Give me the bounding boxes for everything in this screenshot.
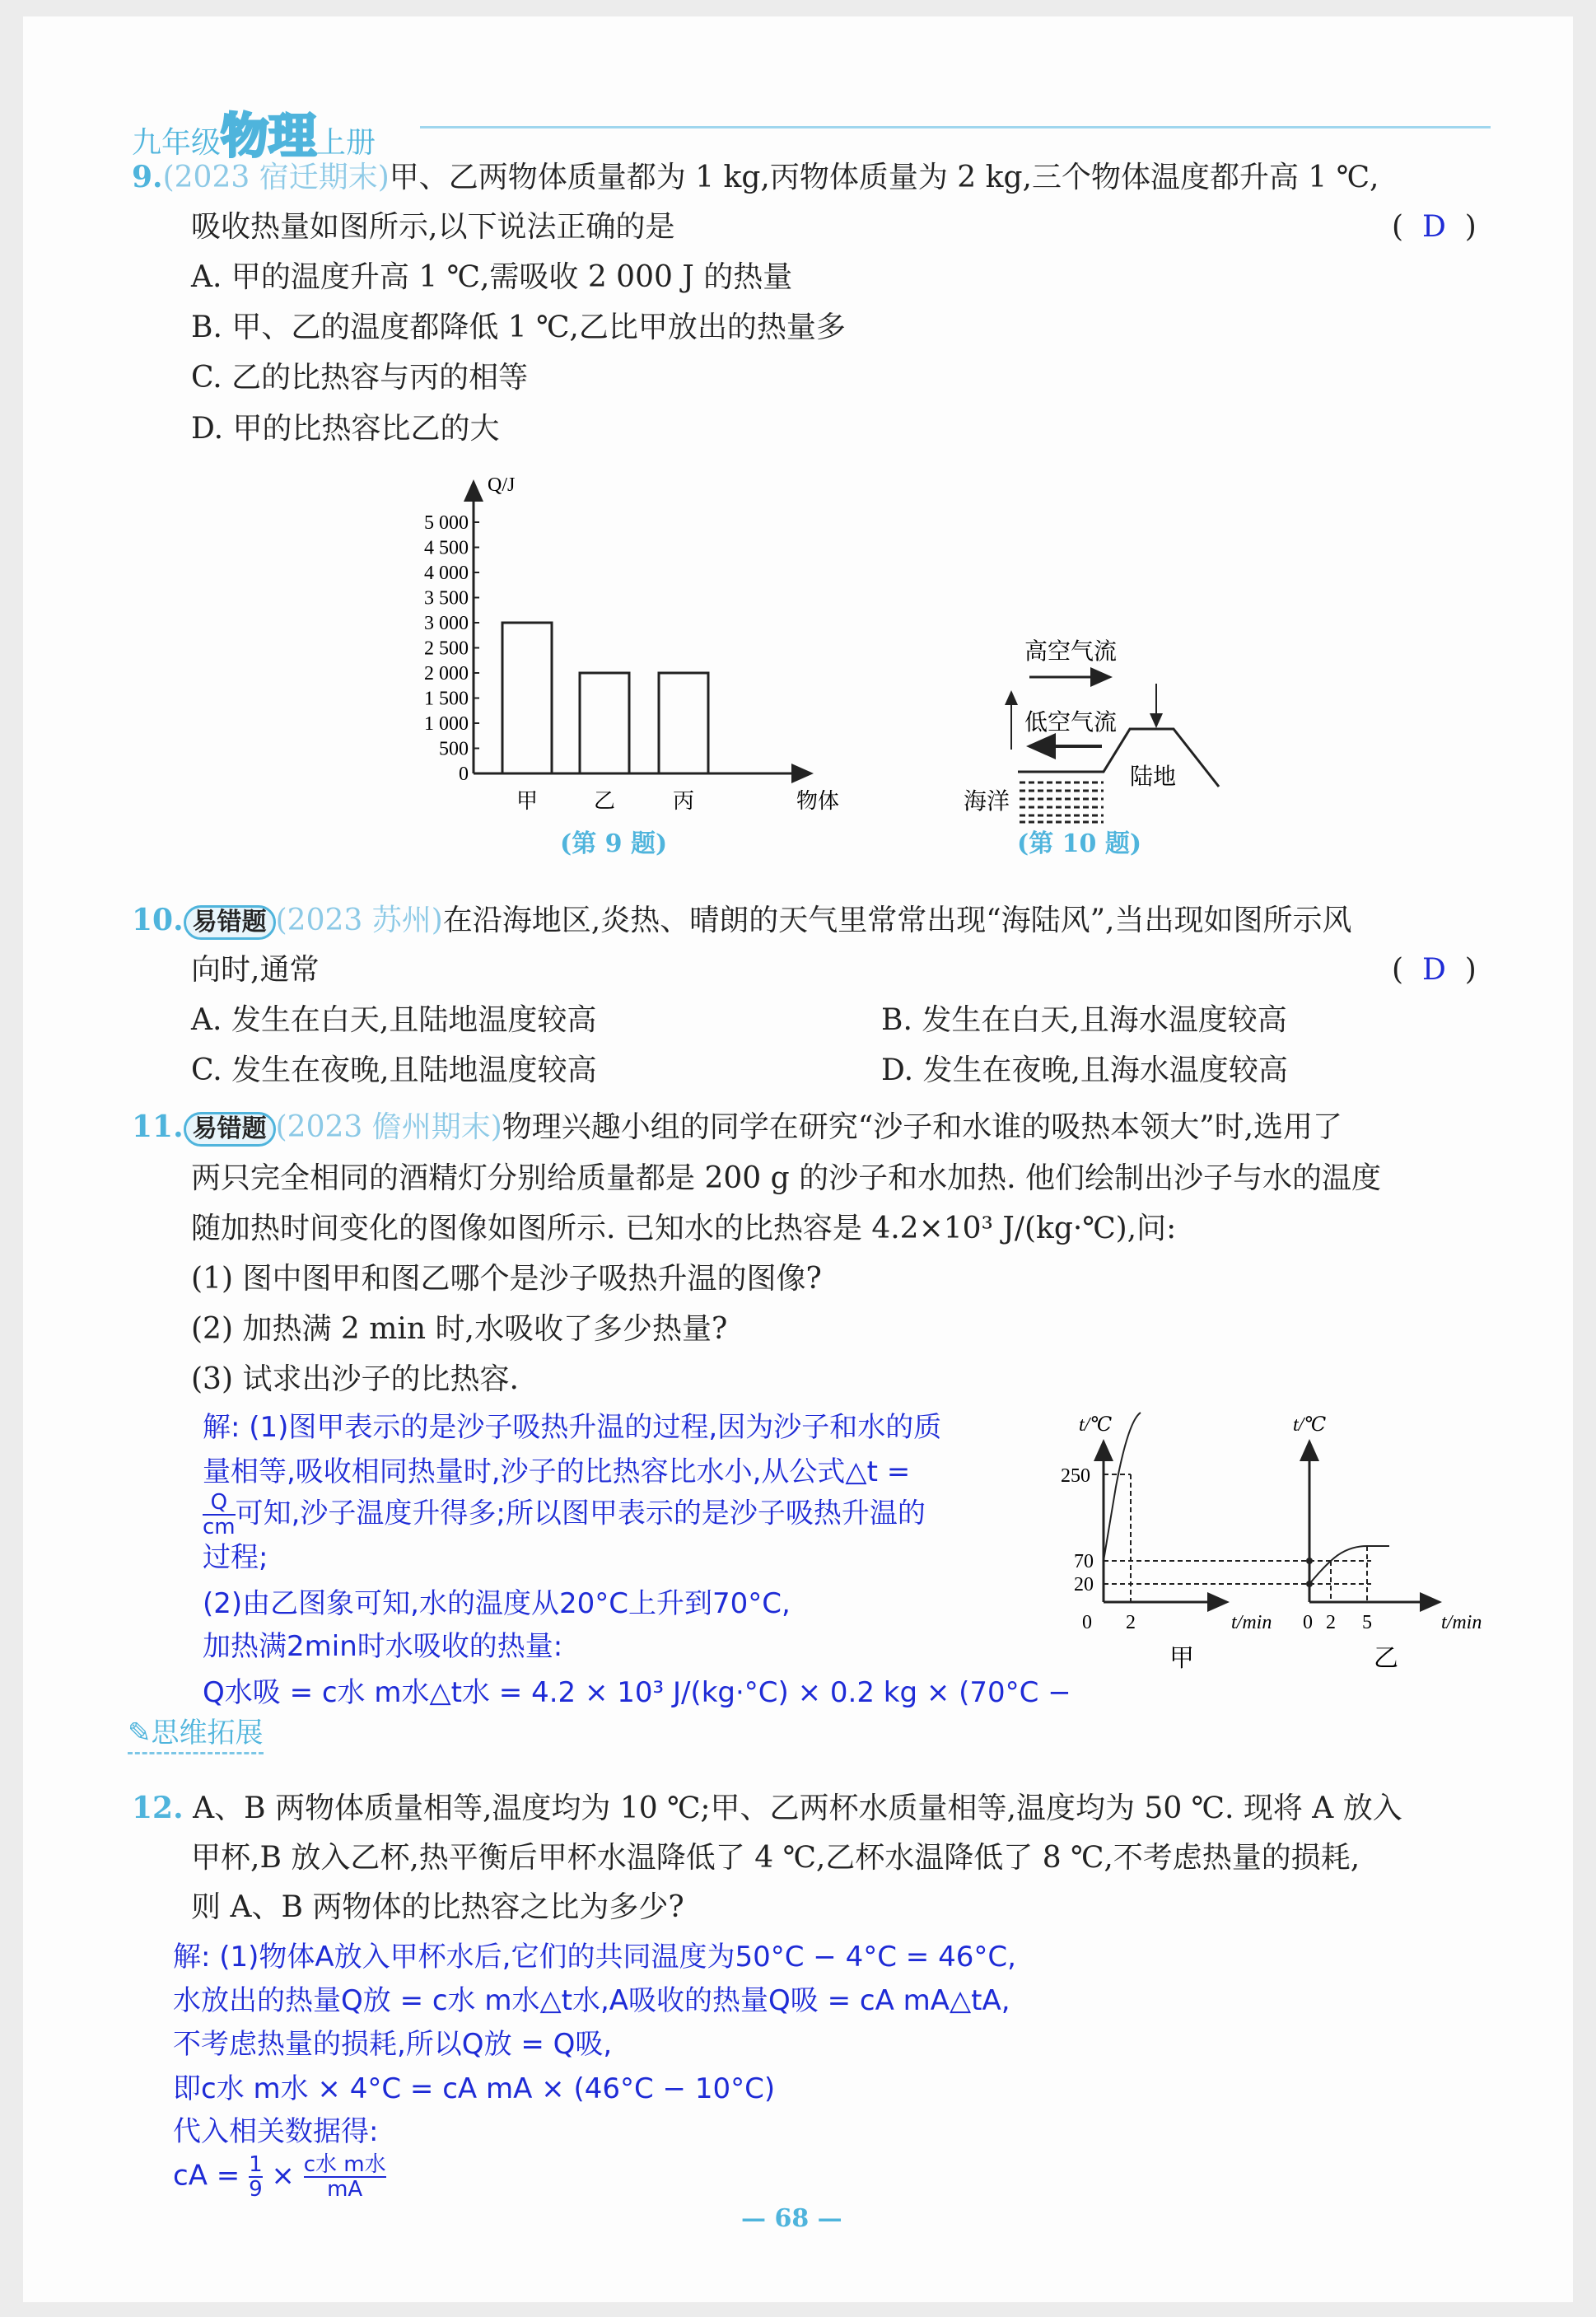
section-header: [128, 1710, 264, 1754]
ocean-water: [1020, 782, 1104, 822]
q12-solution-line: 解: (1)物体A放入甲杯水后,它们的共同温度为50°C − 4°C = 46°C,: [173, 1941, 1016, 1974]
y-tick-label: 4 500: [424, 537, 469, 559]
graph-name: 乙: [1374, 1645, 1398, 1672]
question-number: 11.: [132, 1109, 184, 1144]
sea-land-breeze-diagram: [939, 626, 1252, 824]
y-tick-label: 5 000: [424, 512, 469, 534]
question-source: (2023 苏州): [275, 904, 443, 937]
bar-乙: [580, 673, 629, 773]
q11-solution-line: [203, 1491, 926, 1539]
y-tick-label: 2 000: [424, 663, 469, 684]
error-prone-badge: 易错题: [184, 905, 276, 940]
q11-part-2: (2) 加热满 2 min 时,水吸收了多少热量?: [191, 1312, 728, 1346]
q11-line3: 随加热时间变化的图像如图所示. 已知水的比热容是 4.2×10³ J/(kg·℃),问:: [191, 1212, 1177, 1245]
x-axis-label: t/min: [1441, 1612, 1482, 1633]
header-subject: 物理: [221, 108, 317, 164]
tick-2: 2: [1126, 1612, 1136, 1633]
q11-part-3: (3) 试求出沙子的比热容.: [191, 1362, 519, 1396]
solution-text: cA =: [173, 2159, 250, 2193]
label-ocean: 海洋: [964, 789, 1010, 815]
q12-solution-line: 不考虑热量的损耗,所以Q放 = Q吸,: [173, 2028, 613, 2061]
q11-solution-line: Q水吸 = c水 m水△t水 = 4.2 × 10³ J/(kg·°C) × 0.2 kg × (70°C −: [203, 1676, 1071, 1709]
page-number: — 68 —: [741, 2204, 842, 2233]
q11-solution-line: 加热满2min时水吸收的热量:: [203, 1630, 563, 1663]
y-tick-label: 0: [459, 764, 469, 785]
graph-jia: [1061, 1413, 1371, 1672]
numerator: 1: [249, 2152, 263, 2177]
fraction-one-ninth: [249, 2153, 263, 2201]
bar-chart-q9: [395, 469, 856, 824]
question-number: 12.: [132, 1791, 184, 1825]
tick-0: 0: [1082, 1612, 1092, 1633]
y-axis-label: t/℃: [1293, 1414, 1327, 1436]
q11-solution-line: 量相等,吸收相同热量时,沙子的比热容比水小,从公式△t =: [203, 1455, 911, 1488]
q9-line2: 吸收热量如图所示,以下说法正确的是: [191, 210, 675, 244]
y-axis-label: t/℃: [1079, 1414, 1113, 1436]
question-stem: A、B 两物体质量相等,温度均为 10 ℃;甲、乙两杯水质量相等,温度均为 50 ℃. 现将 A 放入: [193, 1791, 1402, 1825]
pencil-icon: ✎: [128, 1717, 152, 1749]
question-stem: 在沿海地区,炎热、晴朗的天气里常常出现“海陆风”,当出现如图所示风: [442, 904, 1352, 937]
q12-line3: 则 A、B 两物体的比热容之比为多少?: [191, 1890, 684, 1924]
q9-option-c: C. 乙的比热容与丙的相等: [191, 361, 529, 395]
header-grade: 九年级: [132, 126, 222, 160]
q12-solution-line: [173, 2153, 386, 2201]
q11-line1: [132, 1109, 1342, 1147]
denominator: mA: [327, 2177, 363, 2202]
x-axis-label: t/min: [1231, 1612, 1272, 1633]
label-land: 陆地: [1130, 764, 1177, 790]
q10-option-d: D. 发生在夜晚,且海水温度较高: [881, 1053, 1288, 1087]
water-curve: [1309, 1546, 1389, 1584]
error-prone-badge: 易错题: [184, 1112, 276, 1147]
denominator: 9: [249, 2177, 263, 2202]
header-rule: [420, 126, 1491, 128]
q9-option-a: A. 甲的温度升高 1 ℃,需吸收 2 000 J 的热量: [191, 260, 793, 294]
q9-option-b: B. 甲、乙的温度都降低 1 ℃,乙比甲放出的热量多: [191, 311, 846, 344]
label-high-air: 高空气流: [1024, 639, 1118, 665]
q9-line1: [132, 159, 1379, 196]
land-outline: [1018, 729, 1219, 787]
fraction-water: [304, 2153, 386, 2201]
q9-option-d: D. 甲的比热容比乙的大: [191, 412, 500, 446]
graph-name: 甲: [1169, 1645, 1194, 1672]
page-number-value: 68: [774, 2204, 810, 2233]
x-tick-label: 丙: [672, 789, 695, 813]
q10-line1: [132, 902, 1352, 940]
question-stem: 甲、乙两物体质量都为 1 kg,丙物体质量为 2 kg,三个物体温度都升高 1 ℃,: [389, 161, 1379, 194]
bracket: (: [1392, 210, 1404, 244]
bar-甲: [502, 623, 552, 773]
q10-answer: [1392, 952, 1477, 988]
bracket: ): [1464, 953, 1477, 987]
figure-caption-q10: (第 10 题): [1017, 829, 1142, 858]
question-source: (2023 宿迁期末): [162, 161, 390, 194]
bar-丙: [659, 673, 708, 773]
temperature-time-graphs: [1054, 1404, 1499, 1684]
x-tick-label: 乙: [593, 789, 616, 813]
y-tick-label: 1 000: [424, 713, 469, 735]
question-source: (2023 儋州期末): [275, 1110, 502, 1144]
q12-line1: [132, 1790, 1402, 1827]
q10-option-c: C. 发生在夜晚,且陆地温度较高: [191, 1053, 597, 1087]
header-volume: 上册: [316, 126, 376, 160]
numerator: Q: [203, 1491, 236, 1516]
x-tick-label: 甲: [516, 789, 539, 813]
q11-line2: 两只完全相同的酒精灯分别给质量都是 200 g 的沙子和水加热. 他们绘制出沙子与水的温度: [191, 1161, 1381, 1195]
question-stem: 物理兴趣小组的同学在研究“沙子和水谁的吸热本领大”时,选用了: [502, 1110, 1343, 1144]
answer-letter: D: [1421, 953, 1446, 987]
solution-text: ×: [262, 2159, 304, 2193]
q11-solution-line: 解: (1)图甲表示的是沙子吸热升温的过程,因为沙子和水的质: [203, 1411, 942, 1444]
tick-70: 70: [1074, 1551, 1094, 1572]
question-number: 10.: [132, 903, 184, 937]
q11-part-1: (1) 图中图甲和图乙哪个是沙子吸热升温的图像?: [191, 1262, 822, 1296]
q12-solution-line: 水放出的热量Q放 = c水 m水△t水,A吸收的热量Q吸 = cA mA△tA,: [173, 1984, 1010, 2017]
q10-line2: 向时,通常: [191, 953, 320, 987]
tick-20: 20: [1074, 1574, 1094, 1595]
fraction-q-over-cm: [203, 1491, 236, 1539]
bracket: ): [1464, 210, 1477, 244]
label-low-air: 低空气流: [1024, 710, 1118, 736]
q11-solution-line: (2)由乙图象可知,水的温度从20°C上升到70°C,: [203, 1587, 791, 1620]
graph-yi: [1293, 1414, 1482, 1672]
y-tick-label: 3 000: [424, 613, 469, 634]
q12-line2: 甲杯,B 放入乙杯,热平衡后甲杯水温降低了 4 ℃,乙杯水温降低了 8 ℃,不考虑热量的损耗,: [191, 1841, 1360, 1875]
y-axis-label: Q/J: [488, 474, 516, 496]
section-title: 思维拓展: [151, 1717, 264, 1749]
figure-caption-q9: (第 9 题): [560, 829, 668, 858]
q11-solution-line: 过程;: [203, 1541, 268, 1574]
page-header: [132, 97, 376, 166]
question-number: 9.: [132, 160, 163, 194]
denominator: cm: [203, 1515, 236, 1539]
tick-2: 2: [1326, 1612, 1336, 1633]
q12-solution-line: 代入相关数据得:: [173, 2115, 379, 2148]
y-tick-label: 4 000: [424, 563, 469, 584]
bracket: (: [1392, 953, 1404, 987]
y-tick-label: 2 500: [424, 638, 469, 660]
tick-250: 250: [1061, 1465, 1090, 1487]
tick-5: 5: [1362, 1612, 1372, 1633]
q10-option-b: B. 发生在白天,且海水温度较高: [881, 1003, 1287, 1037]
q10-option-a: A. 发生在白天,且陆地温度较高: [191, 1003, 597, 1037]
tick-0: 0: [1303, 1612, 1313, 1633]
y-tick-label: 500: [439, 738, 469, 760]
numerator: c水 m水: [303, 2152, 386, 2177]
q9-answer: [1392, 209, 1477, 245]
x-axis-label: 物体: [796, 789, 840, 813]
q12-solution-line: 即c水 m水 × 4°C = cA mA × (46°C − 10°C): [173, 2072, 776, 2105]
y-tick-label: 3 500: [424, 587, 469, 610]
solution-text: 可知,沙子温度升得多;所以图甲表示的是沙子吸热升温的: [235, 1497, 926, 1530]
y-tick-label: 1 500: [424, 688, 469, 710]
answer-letter: D: [1421, 210, 1446, 244]
